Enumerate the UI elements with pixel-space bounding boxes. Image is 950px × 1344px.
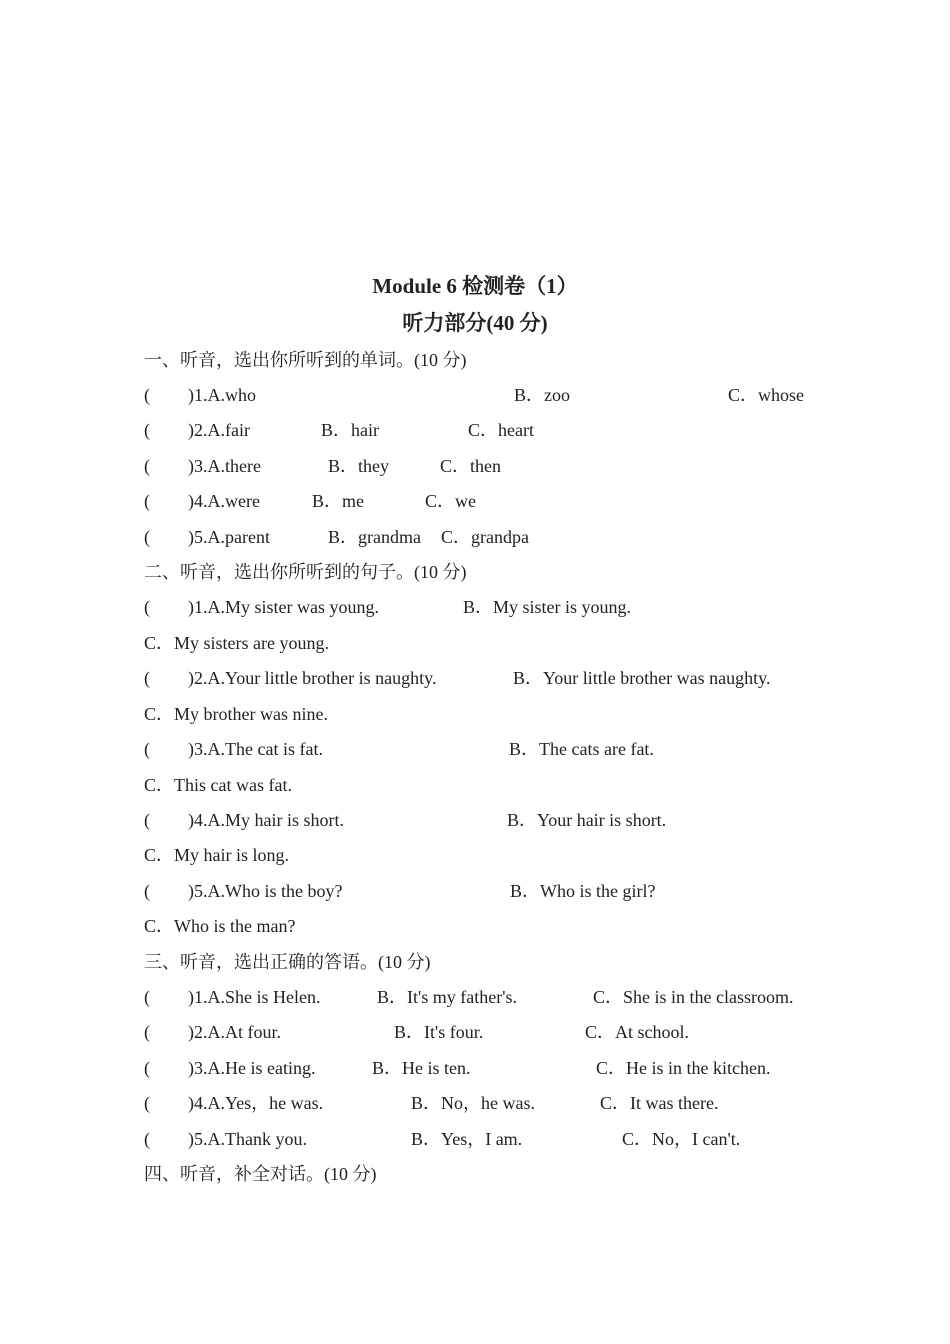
option-b: B．hair	[321, 420, 379, 440]
question-2-1-option-c: C．My sisters are young.	[144, 633, 329, 653]
option-a: )2.A.Your little brother is naughty.	[188, 668, 437, 688]
option-c: C．It was there.	[600, 1093, 719, 1113]
option-b: B．Yes，I am.	[411, 1129, 523, 1149]
option-c: C．whose	[728, 385, 804, 405]
option-c: C．then	[440, 456, 501, 476]
option-b: B．No，he was.	[411, 1093, 535, 1113]
option-b: B．Your hair is short.	[507, 810, 667, 830]
option-b: B．It's my father's.	[377, 987, 517, 1007]
question-2-2-option-c: C．My brother was nine.	[144, 704, 328, 724]
answer-bracket: (	[144, 597, 150, 617]
answer-bracket: (	[144, 456, 150, 476]
option-a: )4.A.were	[188, 491, 260, 511]
option-b: B．The cats are fat.	[509, 739, 654, 759]
question-2-4-option-c: C．My hair is long.	[144, 845, 290, 865]
page-subtitle: 听力部分(40 分)	[402, 311, 548, 335]
answer-bracket: (	[144, 1022, 150, 1042]
option-b: B．they	[328, 456, 389, 476]
answer-bracket: (	[144, 1058, 150, 1078]
option-a: )5.A.Who is the boy?	[188, 881, 343, 901]
answer-bracket: (	[144, 420, 150, 440]
page-title: Module 6 检测卷（1）	[372, 274, 578, 298]
answer-bracket: (	[144, 385, 150, 405]
option-a: )2.A.At four.	[188, 1022, 281, 1042]
option-a: )5.A.Thank you.	[188, 1129, 307, 1149]
answer-bracket: (	[144, 491, 150, 511]
option-c: C．He is in the kitchen.	[596, 1058, 771, 1078]
answer-bracket: (	[144, 668, 150, 688]
option-a: )3.A.He is eating.	[188, 1058, 316, 1078]
answer-bracket: (	[144, 987, 150, 1007]
option-b: B．grandma	[328, 527, 421, 547]
option-a: )3.A.there	[188, 456, 261, 476]
section-heading-2: 二、听音，选出你所听到的句子。(10 分)	[144, 562, 467, 582]
option-a: )4.A.My hair is short.	[188, 810, 344, 830]
section-heading-4: 四、听音，补全对话。(10 分)	[144, 1164, 377, 1184]
option-c: C．we	[425, 491, 476, 511]
option-b: B．Your little brother was naughty.	[513, 668, 771, 688]
section-heading-3: 三、听音，选出正确的答语。(10 分)	[144, 952, 431, 972]
option-a: )1.A.She is Helen.	[188, 987, 321, 1007]
option-c: C．She is in the classroom.	[593, 987, 794, 1007]
option-b: B．He is ten.	[372, 1058, 471, 1078]
option-c: C．grandpa	[441, 527, 529, 547]
section-heading-1: 一、听音，选出你所听到的单词。(10 分)	[144, 350, 467, 370]
answer-bracket: (	[144, 739, 150, 759]
option-b: B．It's four.	[394, 1022, 484, 1042]
answer-bracket: (	[144, 1129, 150, 1149]
option-a: )1.A.My sister was young.	[188, 597, 379, 617]
question-2-3-option-c: C．This cat was fat.	[144, 775, 292, 795]
option-a: )5.A.parent	[188, 527, 270, 547]
option-a: )3.A.The cat is fat.	[188, 739, 323, 759]
option-a: )2.A.fair	[188, 420, 250, 440]
option-a: )1.A.who	[188, 385, 256, 405]
answer-bracket: (	[144, 881, 150, 901]
option-c: C．No，I can't.	[622, 1129, 741, 1149]
option-b: B．me	[312, 491, 364, 511]
answer-bracket: (	[144, 1093, 150, 1113]
answer-bracket: (	[144, 810, 150, 830]
option-b: B．zoo	[514, 385, 570, 405]
option-b: B．Who is the girl?	[510, 881, 656, 901]
option-b: B．My sister is young.	[463, 597, 632, 617]
option-a: )4.A.Yes，he was.	[188, 1093, 324, 1113]
option-c: C．At school.	[585, 1022, 690, 1042]
option-c: C．heart	[468, 420, 534, 440]
answer-bracket: (	[144, 527, 150, 547]
question-2-5-option-c: C．Who is the man?	[144, 916, 296, 936]
